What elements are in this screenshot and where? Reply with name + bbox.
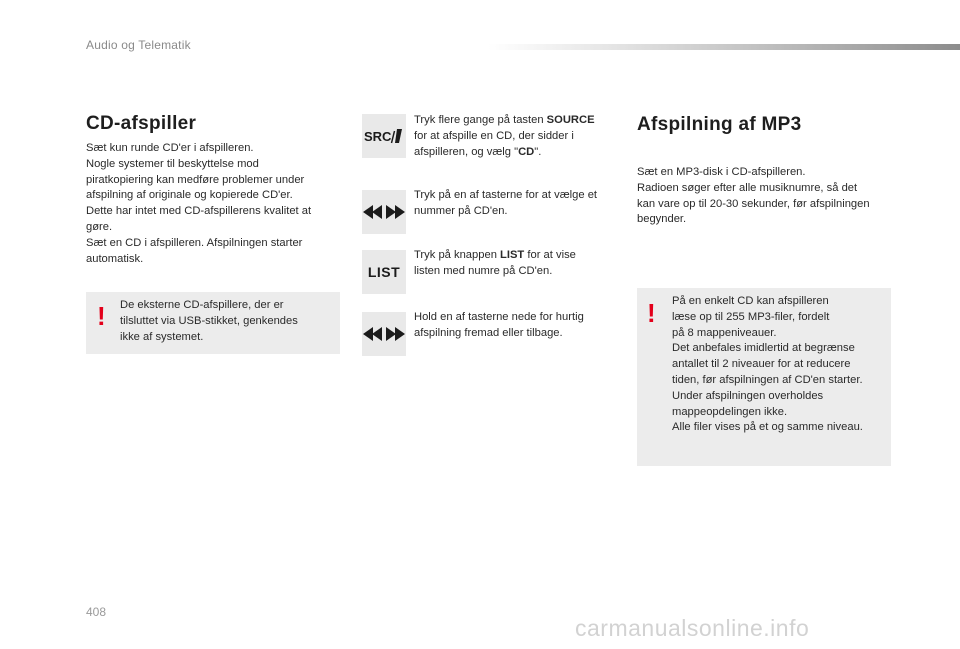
note-line: På en enkelt CD kan afspilleren	[672, 295, 829, 307]
page-number: 408	[86, 605, 107, 619]
src-desc-line: for at afspille en CD, der sidder i	[414, 129, 574, 142]
control-list-description	[414, 248, 576, 280]
warning-icon: !	[647, 298, 656, 328]
control-src-description	[414, 113, 595, 160]
cd-body-line: Sæt en CD i afspilleren. Afspilningen starter	[86, 236, 303, 249]
control-hold-description	[414, 310, 584, 342]
note-line: på 8 mappeniveauer.	[672, 326, 777, 339]
chapter-title: Audio og Telematik	[86, 38, 191, 52]
note-line: antallet til 2 niveauer for at reducere	[672, 358, 851, 371]
skip-buttons-illustration	[362, 190, 406, 234]
hold-desc-line: afspilning fremad eller tilbage.	[414, 326, 563, 339]
cd-keyword: CD	[518, 145, 535, 158]
list-desc-line: listen med numre på CD'en.	[414, 264, 553, 277]
note-line: mappeopdelingen ikke.	[672, 405, 788, 418]
cd-usb-note	[86, 292, 340, 354]
src-phone-icon	[364, 126, 404, 146]
list-desc-text: Tryk på knappen	[414, 249, 501, 261]
list-button-illustration	[362, 250, 406, 294]
list-desc-text: for at vise	[524, 249, 576, 261]
note-line: ikke af systemet.	[120, 330, 204, 343]
mp3-body-line: Sæt en MP3-disk i CD-afspilleren.	[637, 166, 806, 178]
note-line: Det anbefales imidlertid at begrænse	[672, 342, 855, 355]
note-line: Under afspilningen overholdes	[672, 389, 824, 402]
header-gradient-bar	[488, 44, 960, 50]
mp3-body-line: kan vare op til 20-30 sekunder, før afspilningen	[637, 197, 870, 210]
mp3-limits-note-text	[672, 294, 863, 436]
warning-icon: !	[97, 301, 106, 331]
list-button-label: LIST	[367, 264, 401, 280]
skip-desc-line: Tryk på en af tasterne for at vælge et	[414, 189, 598, 201]
cd-usb-note-text	[120, 298, 298, 345]
cd-body-line: automatisk.	[86, 252, 144, 265]
cd-body-line: afspilning af originale og kopierede CD'er.	[86, 189, 293, 202]
mp3-section-heading: Afspilning af MP3	[637, 114, 802, 135]
note-line: tilsluttet via USB-stikket, genkendes	[120, 314, 298, 327]
hold-desc-line: Hold en af tasterne nede for hurtig	[414, 311, 584, 323]
note-line: Alle filer vises på et og samme niveau.	[672, 421, 863, 434]
skip-desc-line: nummer på CD'en.	[414, 204, 508, 217]
mp3-body-line: begynder.	[637, 213, 687, 226]
skip-arrows-icon	[363, 326, 405, 342]
control-skip-description	[414, 188, 597, 220]
mp3-section-body	[637, 165, 895, 228]
fast-skip-buttons-illustration	[362, 312, 406, 356]
src-label: SRC	[364, 129, 392, 144]
cd-body-line: Sæt kun runde CD'er i afspilleren.	[86, 142, 254, 154]
note-line: læse op til 255 MP3-filer, fordelt	[672, 310, 830, 323]
watermark: carmanualsonline.info	[575, 615, 810, 641]
skip-arrows-icon	[363, 204, 405, 220]
source-keyword: SOURCE	[546, 114, 595, 126]
cd-body-line: Dette har intet med CD-afspillerens kvalitet at	[86, 205, 312, 218]
src-desc-text: Tryk flere gange på tasten	[414, 114, 547, 126]
cd-section-body	[86, 141, 344, 267]
cd-body-line: gøre.	[86, 220, 113, 233]
src-button-illustration	[362, 114, 406, 158]
cd-body-line: piratkopiering kan medføre problemer under	[86, 173, 305, 186]
list-keyword: LIST	[500, 249, 525, 261]
cd-section-heading: CD-afspiller	[86, 113, 197, 134]
mp3-limits-note	[637, 288, 891, 466]
mp3-body-line: Radioen søger efter alle musiknumre, så det	[637, 181, 858, 194]
cd-body-line: Nogle systemer til beskyttelse mod	[86, 157, 259, 170]
src-desc-text: afspilleren, og vælg "	[414, 145, 519, 158]
note-line: De eksterne CD-afspillere, der er	[120, 299, 284, 311]
note-line: tiden, før afspilningen af CD'en starter.	[672, 373, 863, 386]
src-desc-text: ".	[534, 145, 542, 158]
